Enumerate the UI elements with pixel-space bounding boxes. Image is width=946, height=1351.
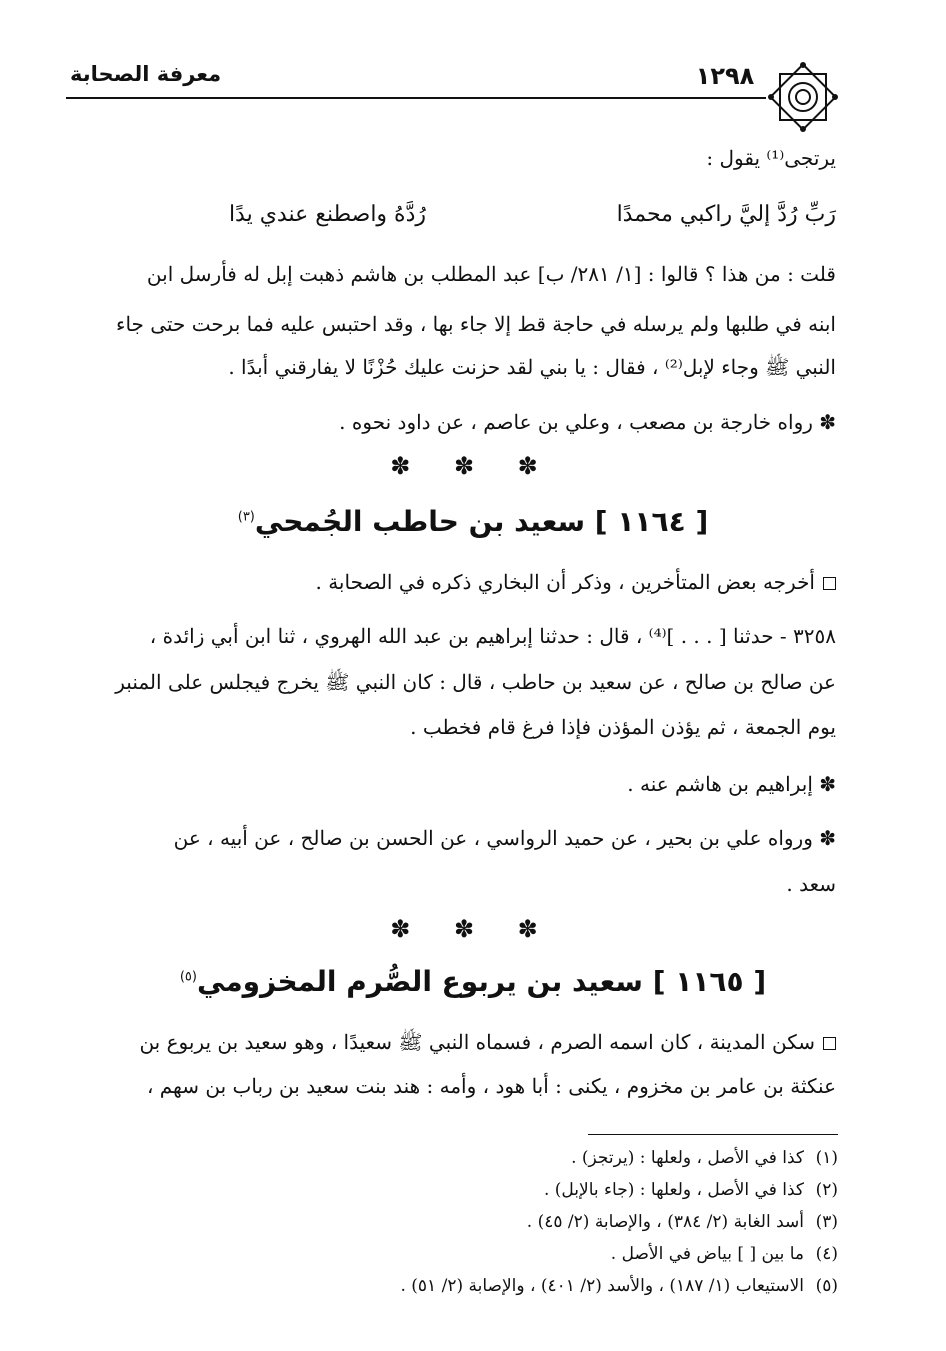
footnote-ref: (٣)	[237, 509, 255, 525]
footnote-number: (٤)	[815, 1244, 838, 1264]
star-ornament-icon	[766, 60, 840, 134]
page-number: ١٢٩٨	[695, 62, 755, 90]
entry-intro	[315, 570, 836, 594]
entry-heading	[0, 505, 946, 538]
footnote-text: كذا في الأصل ، ولعلها : (يرتجز) .	[571, 1148, 804, 1168]
entry-heading-text: [ ١١٦٤ ] سعيد بن حاطب الجُمحي	[254, 505, 709, 538]
section-separator: ✽ ✽ ✽	[390, 452, 556, 480]
footnote	[527, 1212, 838, 1232]
footnote-text: أسد الغابة (٢/ ٣٨٤) ، والإصابة (٢/ ٤٥) .	[526, 1212, 804, 1232]
entry-heading-text: [ ١١٦٥ ] سعيد بن يربوع الصُّرم المخزومي	[196, 965, 767, 998]
footnote-rule	[588, 1134, 838, 1135]
entry-intro-text: عنكثة بن عامر بن مخزوم ، يكنى : أبا هود ، وأمه : هند بنت سعيد بن رباب بن سهم ،	[146, 1074, 836, 1098]
hadith-line: يوم الجمعة ، ثم يؤذن المؤذن فإذا فرغ قام فخطب .	[410, 715, 836, 739]
verse-hemistich-left: رُدَّهُ واصطنع عندي يدًا	[228, 202, 426, 227]
hadith-line: ٣٢٥٨ - حدثنا [ . . . ]⁽⁴⁾ ، قال : حدثنا إبراهيم بن عبد الله الهروي ، ثنا ابن أبي زائدة ،	[149, 624, 836, 648]
entry-intro-text: سكن المدينة ، كان اسمه الصرم ، فسماه النبي ﷺ سعيدًا ، وهو سعيد بن يربوع بن	[139, 1030, 815, 1054]
hadith-line: عن صالح بن صالح ، عن سعيد بن حاطب ، قال : كان النبي ﷺ يخرج فيجلس على المنبر	[115, 670, 836, 694]
text-line: النبي ﷺ وجاء لإبل⁽²⁾ ، فقال : يا بني لقد حزنت عليك حُزْنًا لا يفارقني أبدًا .	[228, 355, 836, 379]
entry-intro	[139, 1030, 836, 1059]
running-header-title: معرفة الصحابة	[70, 62, 222, 86]
footnote-number: (٣)	[815, 1212, 838, 1232]
intro-line: يرتجى⁽¹⁾ يقول :	[706, 146, 836, 170]
square-bullet-icon	[823, 577, 836, 590]
narration-line: ✽ ورواه علي بن بحير ، عن حميد الرواسي ، عن الحسن بن صالح ، عن أبيه ، عن	[173, 826, 836, 850]
footnote-text: ما بين [ ] بياض في الأصل .	[610, 1244, 804, 1264]
footnote	[571, 1148, 838, 1168]
footnote	[611, 1244, 838, 1264]
verse-hemistich-right: رَبِّ رُدَّ إليَّ راكبي محمدًا	[616, 202, 836, 227]
footnote-text: كذا في الأصل ، ولعلها : (جاء بالإبل) .	[543, 1180, 804, 1200]
narration-line: ✽ رواه خارجة بن مصعب ، وعلي بن عاصم ، عن داود نحوه .	[339, 410, 836, 434]
narration-line: ✽ إبراهيم بن هاشم عنه .	[627, 772, 836, 796]
square-bullet-icon	[823, 1037, 836, 1050]
entry-intro-text: أخرجه بعض المتأخرين ، وذكر أن البخاري ذكره في الصحابة .	[315, 570, 815, 594]
footnote	[400, 1276, 838, 1296]
text-line: قلت : من هذا ؟ قالوا : [١/ ٢٨١/ ب] عبد المطلب بن هاشم ذهبت إبل له فأرسل ابن	[146, 262, 836, 286]
footnote-number: (٢)	[815, 1180, 838, 1200]
footnote-ref: (٥)	[179, 969, 197, 985]
footnote-text: الاستيعاب (١/ ١٨٧) ، والأسد (٢/ ٤٠١) ، والإصابة (٢/ ٥١) .	[400, 1276, 804, 1296]
footnote-number: (٥)	[815, 1276, 838, 1296]
entry-heading	[0, 965, 946, 998]
text-line: ابنه في طلبها ولم يرسله في حاجة قط إلا جاء بها ، وقد احتبس عليه فما برحت حتى جاء	[116, 312, 836, 336]
section-separator: ✽ ✽ ✽	[390, 915, 556, 943]
footnote-number: (١)	[815, 1148, 838, 1168]
narration-line: سعد .	[786, 872, 836, 896]
footnote	[544, 1180, 838, 1200]
header-rule	[66, 97, 766, 99]
